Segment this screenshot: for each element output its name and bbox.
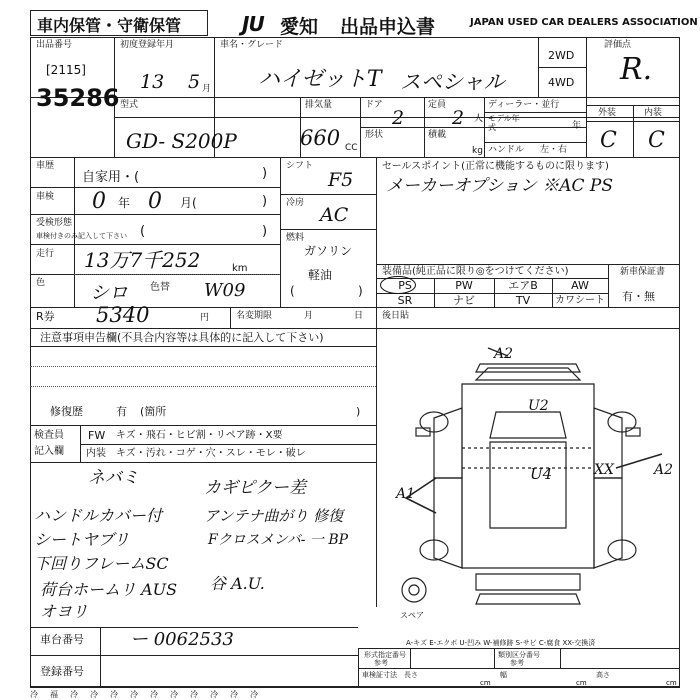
receive-close: ) xyxy=(262,224,268,239)
mark-u2: U2 xyxy=(528,398,549,414)
lot-label: 出品番号 xyxy=(36,40,73,50)
shape-label: 形状 xyxy=(365,130,384,140)
color-label: 色 xyxy=(36,278,46,288)
ext-grade: C xyxy=(600,128,617,153)
footer-cell: 冷 xyxy=(150,690,158,699)
width-unit: cm xyxy=(576,679,587,687)
warranty-label: 新車保証書 xyxy=(620,267,666,277)
length-unit: cm xyxy=(480,679,491,687)
ac: AC xyxy=(320,204,349,226)
reg-no-label: 登録番号 xyxy=(40,665,84,678)
fuel-label: 燃料 xyxy=(286,233,305,243)
model-year-label: モデル年式 xyxy=(488,114,520,132)
eval-score: R. xyxy=(620,52,653,87)
interior-label: 内装 xyxy=(86,448,106,459)
fuel-gas: ガソリン xyxy=(304,244,353,258)
color: シロ xyxy=(90,282,129,304)
inspect-month: 0 xyxy=(148,189,162,214)
length-label: 長さ xyxy=(404,671,418,679)
ps-circle xyxy=(380,276,416,294)
cert-sub: 参考 xyxy=(374,659,388,667)
footer-cell: 冷 xyxy=(30,690,38,699)
org-name: 愛知 xyxy=(280,16,319,38)
mark-u4: U4 xyxy=(530,465,553,483)
r-ticket-value: 5340 xyxy=(96,303,150,327)
mark-a1: A1 xyxy=(396,486,416,502)
fuel-paren-close: ) xyxy=(358,284,363,298)
fuel-diesel: 軽油 xyxy=(308,268,333,282)
reg-month: 5 xyxy=(188,71,201,93)
shift-label: シフト xyxy=(286,161,314,171)
note-right-4: 谷 A.U. xyxy=(210,574,265,593)
model-label: 型式 xyxy=(120,100,139,110)
note-right-3: Fクロスメンバ- 一 BP xyxy=(208,532,349,548)
load-label: 積載 xyxy=(428,130,447,140)
chassis-label: 車台番号 xyxy=(40,633,84,646)
fw-label: FW xyxy=(88,429,106,442)
color-change-label: 色替 xyxy=(150,282,170,293)
repair-label: 修復歴 xyxy=(50,405,83,418)
footer-cell: 冷 xyxy=(250,690,258,699)
vehicle-diagram xyxy=(376,328,680,628)
inspect-year-unit: 年 xyxy=(118,196,131,210)
equip-seat: カワシート xyxy=(555,295,605,306)
chassis-number: ー 0062533 xyxy=(130,629,234,650)
logo-mark: JU xyxy=(242,12,264,36)
post-label: 後日貼 xyxy=(382,311,410,321)
width-label: 幅 xyxy=(500,671,507,679)
cap-unit: 人 xyxy=(474,114,484,124)
inspect-month-unit: 月( xyxy=(180,196,197,210)
note-line-5: 荷台ホームリ AUS xyxy=(40,580,178,599)
reg-month-unit: 月 xyxy=(202,84,212,94)
cap: 2 xyxy=(452,107,465,129)
fw-items: キズ・飛石・ヒビ割・リペア跡・X要 xyxy=(116,430,283,441)
equip-tv: TV xyxy=(515,294,531,307)
transfer-day: 日 xyxy=(354,311,364,321)
note-right-2: アンテナ曲がり 修復 xyxy=(204,507,344,525)
footer-cell: 冷 xyxy=(210,690,218,699)
history-label: 車歴 xyxy=(36,161,55,171)
ext-label: 外装 xyxy=(598,108,617,118)
history-value: 自家用・( xyxy=(82,170,140,185)
lot-number: 35286 xyxy=(36,84,120,112)
dealer-label: ディーラー・並行 xyxy=(488,100,560,110)
fuel-paren-open: ( xyxy=(290,284,295,298)
footer-cell: 冷 xyxy=(130,690,138,699)
receive-note: 車検付きのみ記入して下さい xyxy=(36,232,127,240)
r-ticket-unit: 円 xyxy=(200,313,210,323)
repair-has: 有 xyxy=(116,405,127,418)
cap-label: 定員 xyxy=(428,100,447,110)
height-unit: cm xyxy=(666,679,677,687)
height-label: 高さ xyxy=(596,671,610,679)
name-label: 車名・グレード xyxy=(220,40,284,50)
door-label: ドア xyxy=(365,100,383,110)
handle-label: ハンドル xyxy=(488,145,525,155)
note-right-1: カギピクー差 xyxy=(204,478,306,498)
size-label: 車検証寸法 xyxy=(362,671,397,679)
reg-label: 初度登録年月 xyxy=(120,40,175,50)
ac-label: 冷房 xyxy=(286,198,305,208)
inspect-label: 車検 xyxy=(36,192,55,202)
mileage: 13万7千252 xyxy=(84,248,201,272)
int-label: 内装 xyxy=(644,108,663,118)
header-title-left: 車内保管・守衛保管 xyxy=(37,16,182,35)
mileage-label: 走行 xyxy=(36,249,55,259)
cc-label: CC xyxy=(345,143,358,153)
note-line-1: ネバミ xyxy=(88,468,139,488)
grade: スペシャル xyxy=(400,70,505,94)
form-title: 出品申込書 xyxy=(340,16,436,38)
footer-cell: 福 xyxy=(50,690,58,699)
model: GD- S200P xyxy=(126,129,237,153)
disp: 660 xyxy=(300,126,341,150)
eval-label: 評価点 xyxy=(604,40,632,50)
footer-cell: 冷 xyxy=(190,690,198,699)
class-label: 類別区分番号 xyxy=(498,651,540,659)
mark-a2-top: A2 xyxy=(494,346,514,362)
footer-strip xyxy=(30,689,270,700)
transfer-month: 月 xyxy=(304,311,314,321)
inspect-close: ) xyxy=(262,194,268,209)
km-label: km xyxy=(232,263,248,274)
cert-label: 形式指定番号 xyxy=(364,651,406,659)
equip-ps: PS xyxy=(398,279,412,292)
note-line-4: 下回りフレームSC xyxy=(34,554,169,573)
footer-cell: 冷 xyxy=(70,690,78,699)
footer-cell: 冷 xyxy=(170,690,178,699)
int-grade: C xyxy=(648,128,665,153)
repair-place: (箇所 xyxy=(140,405,167,418)
equip-airbag: エアB xyxy=(508,279,538,292)
reg-year: 13 xyxy=(140,71,165,93)
car-name: ハイゼットT xyxy=(258,67,382,92)
damage-legend: A-キズ E-エクボ U-凹み W-補修跡 S-サビ C-腐食 XX-交換済 xyxy=(406,639,596,647)
spare-label: スペア xyxy=(400,611,424,620)
sales-label: セールスポイント(正常に機能するものに限ります) xyxy=(382,161,609,172)
footer-cell: 冷 xyxy=(230,690,238,699)
history-close: ) xyxy=(262,166,268,181)
lot-sub: [2115] xyxy=(46,63,86,77)
class-sub: 参考 xyxy=(510,659,524,667)
inspector-label-1: 検査員 xyxy=(34,430,64,441)
equip-pw: PW xyxy=(455,279,473,292)
disp-label: 排気量 xyxy=(305,100,333,110)
equip-navi: ナビ xyxy=(453,294,475,307)
interior-items: キズ・汚れ・コゲ・穴・スレ・モレ・破レ xyxy=(116,448,306,459)
transfer-label: 名変期限 xyxy=(236,311,273,321)
caution-label: 注意事項申告欄(不具合内容等は具体的に記入して下さい) xyxy=(40,331,324,344)
repair-close: ) xyxy=(356,405,361,418)
mark-a2-right: A2 xyxy=(654,462,674,478)
equip-sr: SR xyxy=(397,294,413,307)
footer-cell: 冷 xyxy=(90,690,98,699)
inspector-label-2: 記入欄 xyxy=(34,446,64,457)
color-code: W09 xyxy=(204,280,246,301)
footer-cell: 冷 xyxy=(110,690,118,699)
equip-label: 装備品(純正品に限り◎をつけてください) xyxy=(382,266,569,277)
note-line-6: オヨリ xyxy=(40,602,89,621)
assoc-name: JAPAN USED CAR DEALERS ASSOCIATION xyxy=(470,17,698,28)
shift: F5 xyxy=(328,169,354,191)
kg-label: kg xyxy=(472,146,483,156)
handle-options: 左・右 xyxy=(540,145,568,155)
inspect-year: 0 xyxy=(92,189,106,214)
receive-paren: ( xyxy=(140,224,146,239)
door: 2 xyxy=(392,107,405,129)
mark-xx: XX xyxy=(594,462,614,478)
drive-4wd: 4WD xyxy=(548,76,575,89)
receive-label: 受検形態 xyxy=(36,218,73,228)
note-line-3: シートヤブリ xyxy=(34,530,130,549)
model-year-unit: 年 xyxy=(572,121,582,131)
drive-2wd: 2WD xyxy=(548,49,575,62)
note-line-2: ハンドルカバー付 xyxy=(34,506,163,525)
sales-text: メーカーオプション ※AC PS xyxy=(386,176,613,196)
equip-aw: AW xyxy=(571,279,589,292)
warranty-options: 有・無 xyxy=(622,290,655,303)
r-ticket-label: R券 xyxy=(36,310,55,323)
